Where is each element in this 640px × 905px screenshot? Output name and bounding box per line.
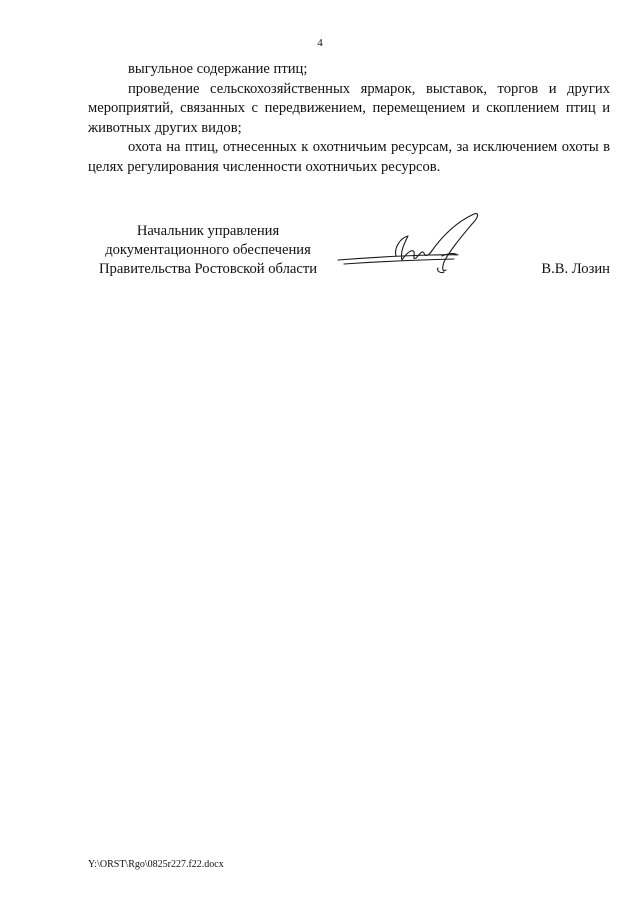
page-number: 4 — [317, 37, 323, 49]
document-body — [88, 60, 610, 177]
list-item: выгульное содержание птиц; — [128, 61, 308, 77]
list-item: проведение сельскохозяйственных ярмарок, выставок, торгов и других мероприятий, связанных с передвижением, перемещением и скоплением птиц и животных других видов; — [88, 80, 610, 136]
signer-title-line: Начальник управления — [136, 223, 280, 239]
handwritten-signature — [334, 210, 494, 282]
file-path-footer: Y:\ORST\Rgo\0825r227.f22.docx — [88, 859, 224, 870]
signature-block — [88, 222, 610, 282]
signer-title-line: документационного обеспечения — [105, 242, 311, 258]
signer-name: В.В. Лозин — [541, 261, 610, 277]
signer-title-line: Правительства Ростовской области — [98, 261, 318, 277]
list-item: охота на птиц, отнесенных к охотничьим ресурсам, за исключением охоты в целях регулирования численности охотничьих ресурсов. — [88, 139, 610, 175]
signer-title — [88, 222, 328, 279]
